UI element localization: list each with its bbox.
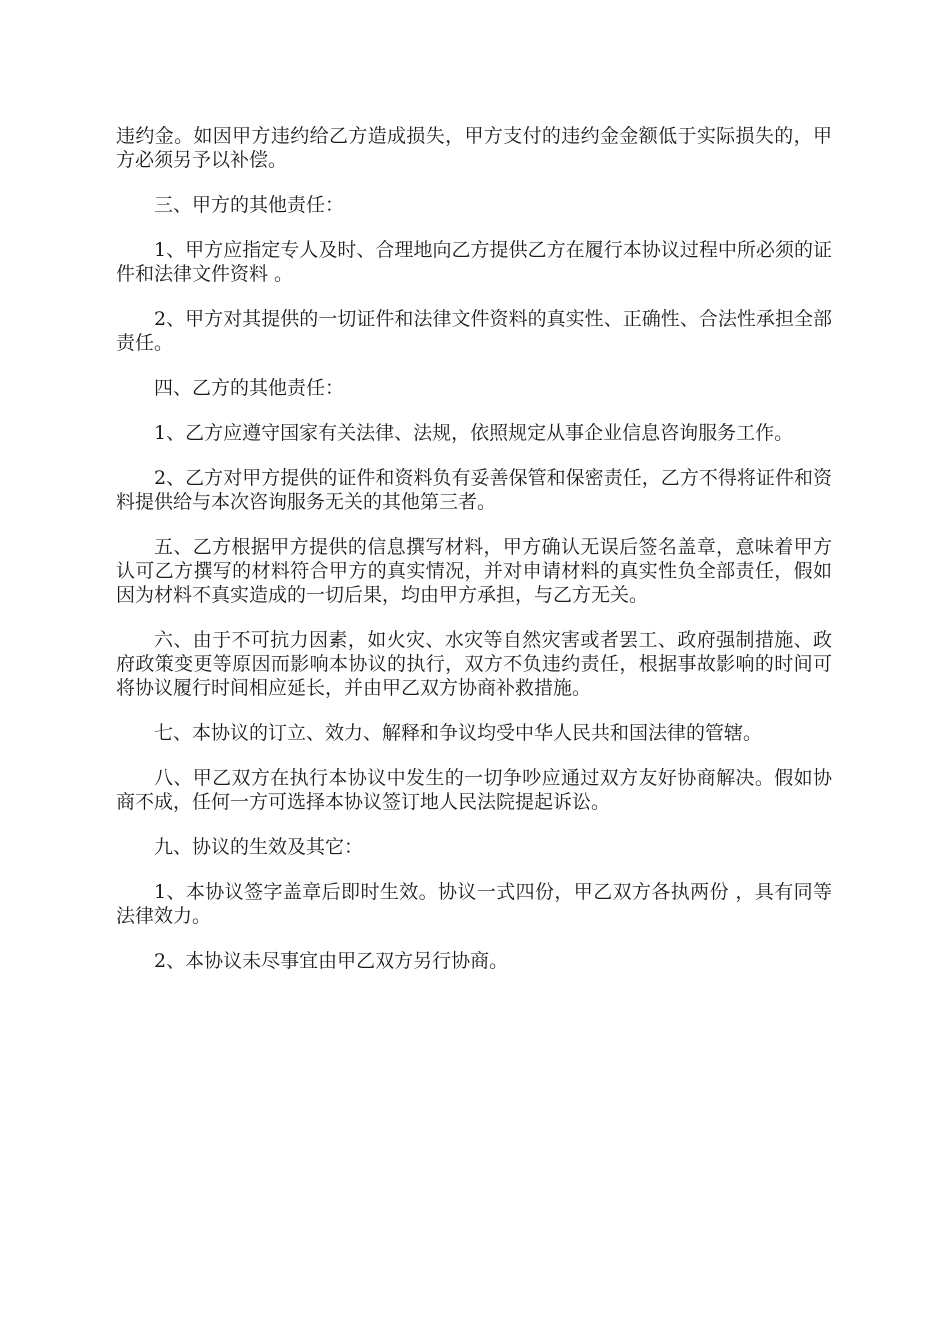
paragraph-party-b-clause-1: 1、乙方应遵守国家有关法律、法规，依照规定从事企业信息咨询服务工作。 (154, 422, 794, 444)
section-five-materials: 五、乙方根据甲方提供的信息撰写材料，甲方确认无误后签名盖章，意味着甲方认可乙方撰写的材料符合甲方的真实情况，并对申请材料的真实性负全部责任，假如因为材料不真实造成的一切后果，均由甲方承担，与乙方无关。 (116, 536, 832, 606)
paragraph-party-a-clause-1: 1、甲方应指定专人及时、合理地向乙方提供乙方在履行本协议过程中所必须的证件和法律文件资料 。 (116, 239, 832, 285)
section-heading-party-a-responsibilities: 三、甲方的其他责任： (154, 194, 345, 216)
paragraph-penalty-continuation: 违约金。如因甲方违约给乙方造成损失，甲方支付的违约金金额低于实际损失的，甲方必须另予以补偿。 (116, 125, 832, 171)
section-seven-governing-law: 七、本协议的订立、效力、解释和争议均受中华人民共和国法律的管辖。 (154, 722, 763, 744)
paragraph-party-b-clause-2: 2、乙方对甲方提供的证件和资料负有妥善保管和保密责任，乙方不得将证件和资料提供给与本次咨询服务无关的其他第三者。 (116, 467, 832, 513)
section-six-force-majeure: 六、由于不可抗力因素，如火灾、水灾等自然灾害或者罢工、政府强制措施、政府政策变更等原因而影响本协议的执行，双方不负违约责任，根据事故影响的时间可将协议履行时间相应延长，并由甲乙双方协商补救措施。 (116, 629, 832, 699)
paragraph-effectiveness-clause-2: 2、本协议未尽事宜由甲乙双方另行协商。 (154, 950, 509, 972)
paragraph-party-a-clause-2: 2、甲方对其提供的一切证件和法律文件资料的真实性、正确性、合法性承担全部责任。 (116, 308, 832, 354)
document-body (116, 124, 832, 994)
paragraph-effectiveness-clause-1: 1、本协议签字盖章后即时生效。协议一式四份，甲乙双方各执两份 ，具有同等法律效力。 (116, 881, 832, 927)
section-heading-effectiveness: 九、协议的生效及其它： (154, 836, 364, 858)
section-eight-dispute-resolution: 八、甲乙双方在执行本协议中发生的一切争吵应通过双方友好协商解决。假如协商不成，任何一方可选择本协议签订地人民法院提起诉讼。 (116, 767, 832, 813)
section-heading-party-b-responsibilities: 四、乙方的其他责任： (154, 377, 345, 399)
